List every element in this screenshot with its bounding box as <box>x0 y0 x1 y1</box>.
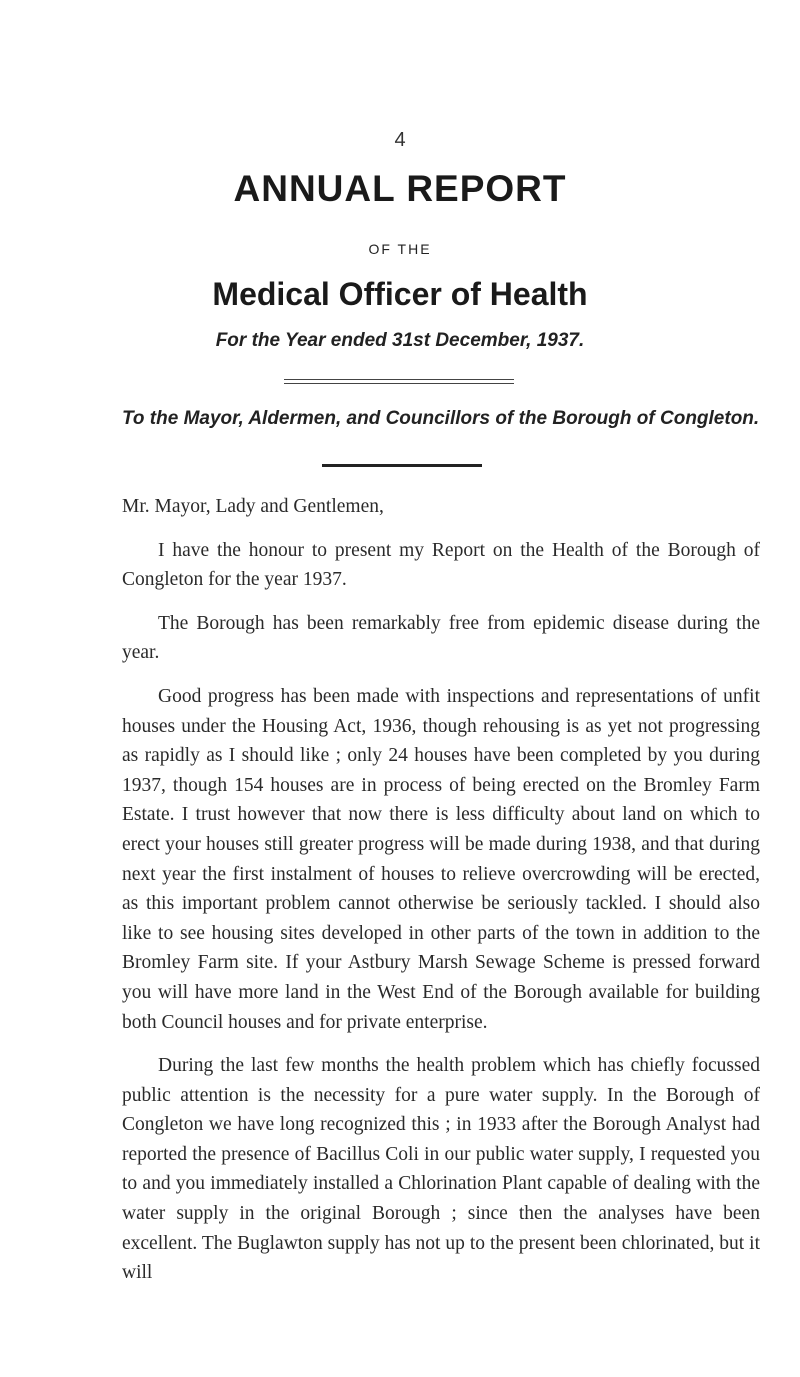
page-number: 4 <box>394 129 406 151</box>
paragraph-3: Good progress has been made with inspections and representations of unfit houses under the Housing Act, 1936, though rehousing is as yet not progressing as rapidly as I should like ; only 24 houses have been completed by you during 1937, though 154 houses are in process of being erected on the Bromley Farm Estate. I trust however that now there is less difficulty about land on which to erect your houses still greater progress will be made during 1938, and that during next year the first instalment of houses to relieve overcrowding will be erected, as this important problem cannot otherwise be seriously tackled. I should also like to see housing sites developed in other parts of the town in addition to the Bromley Farm site. If your Astbury Marsh Sewage Scheme is pressed forward you will have more land in the West End of the Borough available for building both Council houses and for private enterprise. <box>122 685 760 1033</box>
paragraph-4: During the last few months the health problem which has chiefly focussed public attention is the necessity for a pure water supply. In the Borough of Congleton we have long recognized this ; in 1933 after the Borough Analyst had reported the presence of Bacillus Coli in our public water supply, I requested you to and you immediately installed a Chlorination Plant capable of dealing with the water supply in the original Borough ; since then the analyses have been excellent. The Buglawton supply has not up to the present been chlorinated, but it will <box>122 1055 760 1284</box>
report-title: ANNUAL REPORT <box>233 168 567 209</box>
report-subtitle: Medical Officer of Health <box>212 276 588 312</box>
heavy-rule-divider <box>322 464 482 467</box>
paragraph-1: I have the honour to present my Report on the Health of the Borough of Congleton for the year 1937. <box>122 539 760 591</box>
letter-body <box>122 492 760 1302</box>
paragraph-2: The Borough has been remarkably free from epidemic disease during the year. <box>122 612 760 664</box>
report-of-the: OF THE <box>368 241 432 257</box>
double-rule-divider <box>284 379 514 384</box>
report-year-line: For the Year ended 31st December, 1937. <box>215 330 585 351</box>
address-line: To the Mayor, Aldermen, and Councillors of the Borough of Congleton. <box>122 408 760 429</box>
salutation: Mr. Mayor, Lady and Gentlemen, <box>122 496 384 517</box>
